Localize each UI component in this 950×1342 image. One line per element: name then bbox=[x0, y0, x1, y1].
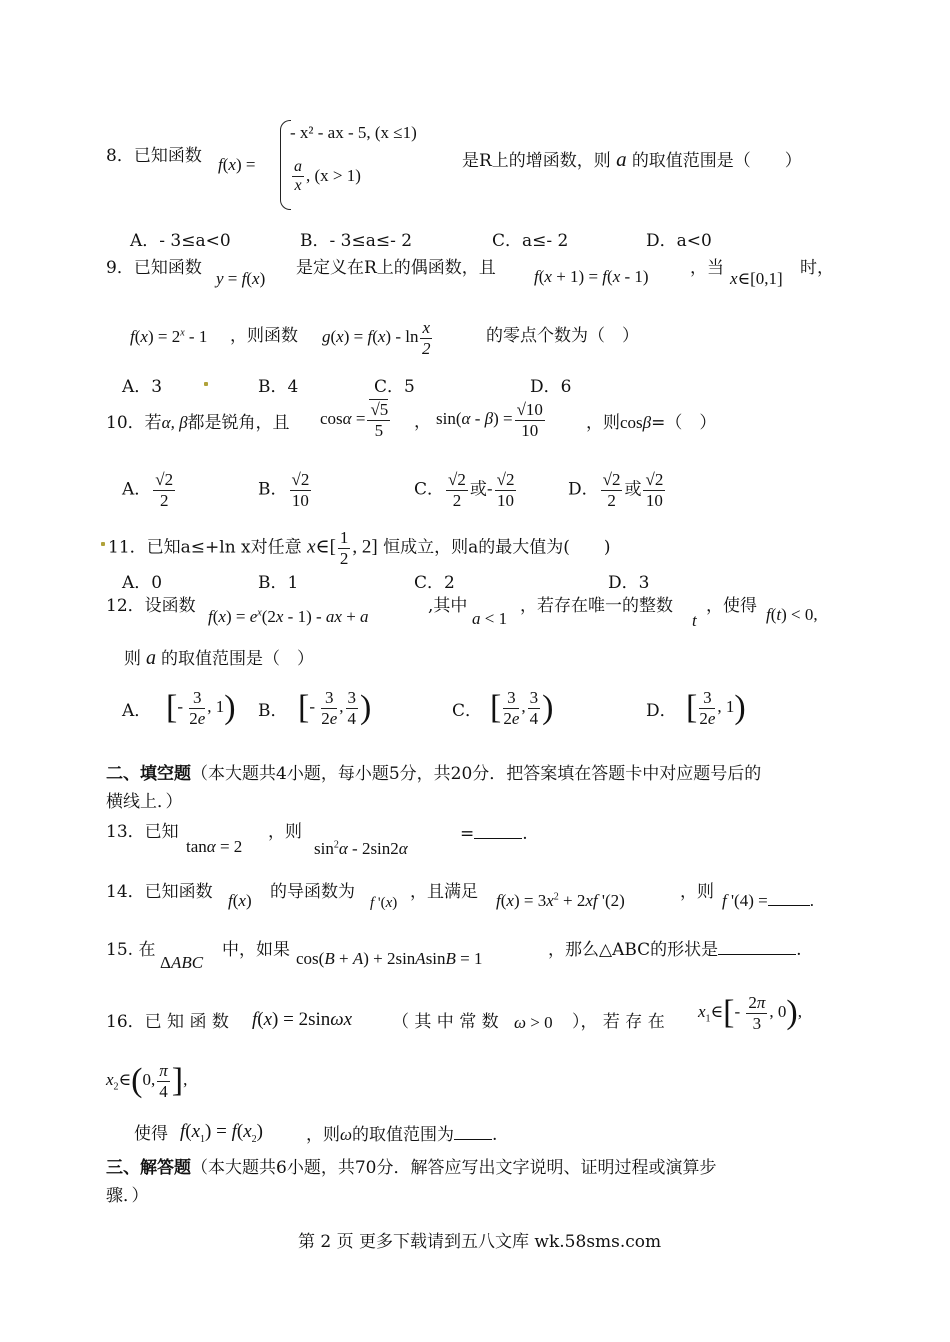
q10-text3: ， bbox=[414, 412, 431, 432]
q14-equation: $f(x) = 3x^2 + 2xf$ '(2) bbox=[496, 891, 625, 910]
q9-yfx: y = f(x) bbox=[216, 269, 266, 288]
q16-equality: $f(x_1) = f(x_2)$ bbox=[180, 1121, 263, 1145]
q10-option-c: C． $\frac{√2}{2}$ 或- $\frac{√2}{10}$ bbox=[414, 470, 515, 510]
section2-heading: 二、填空题（本大题共4小题，每小题5分，共20分．把答案填在答题卡中对应题号后的 bbox=[106, 764, 762, 784]
q10-stem: 10．若α, β都是锐角，且 bbox=[106, 413, 290, 433]
q12-text2: ,其中 bbox=[428, 596, 468, 616]
q12-option-d-expr: [ $\frac{3}{2e}$ , 1) bbox=[686, 688, 746, 728]
q9-option-b: B．4 bbox=[258, 377, 299, 397]
q13-answer: = . bbox=[460, 824, 528, 844]
q13-text2: ，则 bbox=[268, 822, 302, 842]
q11-option-b: B．1 bbox=[258, 573, 299, 593]
q16-x1-range: $x_1\in[-$ $\frac{2\pi}{3}$ , 0), bbox=[698, 993, 802, 1033]
q16-answer: ，则ω的取值范围为 . bbox=[306, 1125, 498, 1145]
q14-answer: f '(4) = . bbox=[722, 891, 814, 910]
q12-cond: a < 1 bbox=[472, 609, 508, 628]
q15-equation: cos(B + A) + 2sinAsinB = 1 bbox=[296, 949, 483, 968]
q10-option-a: A． $\frac{√2}{2}$ bbox=[122, 470, 174, 510]
q12-ft: f(t) < 0, bbox=[766, 605, 818, 624]
q9-text5: ，则函数 bbox=[230, 326, 298, 346]
q9-text2: 是定义在R上的偶函数，且 bbox=[296, 258, 496, 278]
q14-text2: 的导函数为 bbox=[270, 882, 355, 902]
q13-stem: 13．已知 bbox=[106, 822, 179, 842]
q14-fprime: f '(x) bbox=[370, 895, 398, 911]
q12-text3: ，若存在唯一的整数 bbox=[520, 596, 673, 616]
q11-stem: 11．已知a≤+ln x对任意 x∈[ $\frac{1}{2}$ , 2] 恒成立，则a的最大值为( ) bbox=[108, 528, 611, 568]
q16-fx: f(x) = 2sinωx bbox=[252, 1009, 353, 1030]
q16-text2: （ 其 中 常 数 bbox=[392, 1012, 499, 1032]
q10-option-d: D． $\frac{√2}{2}$ 或 $\frac{√2}{10}$ bbox=[568, 470, 664, 510]
q8-fx: f(x) = bbox=[218, 155, 256, 174]
q16-omega-cond: ω > 0 bbox=[514, 1013, 553, 1032]
q12-stem-line2: 则 a 的取值范围是（ ） bbox=[124, 647, 314, 669]
q8-option-b: B．- 3≤a≤- 2 bbox=[300, 231, 413, 251]
q12-option-c-expr: [ $\frac{3}{2e}$ , $\frac{3}{4}$ ) bbox=[490, 688, 554, 728]
q9-text6: 的零点个数为（ ） bbox=[486, 326, 639, 346]
q12-stem-line1: 12．设函数 bbox=[106, 596, 196, 616]
q9-fx-def: $f(x) = 2^x - 1$ bbox=[130, 327, 208, 346]
q16-x2-range: $x_2\in(0$, $\frac{\pi}{4}$ ], bbox=[106, 1061, 188, 1101]
q9-interval: x∈[0,1] bbox=[730, 269, 783, 288]
section2-heading-cont: 横线上．） bbox=[106, 792, 183, 812]
q10-cos-alpha: cosα = $\frac{√5}{5}$ bbox=[320, 400, 389, 440]
q16-text3: ）， 若 存 在 bbox=[572, 1012, 665, 1032]
q10-sin-diff: sin(α - β) = $\frac{√10}{10}$ bbox=[436, 400, 543, 440]
q14-text4: ，则 bbox=[680, 882, 714, 902]
q13-tan: tanα = 2 bbox=[186, 837, 243, 856]
q14-text3: ，且满足 bbox=[410, 882, 478, 902]
q15-stem: 15. 在 bbox=[106, 940, 156, 960]
q12-option-c: C． bbox=[452, 701, 483, 721]
q15-text1: 中，如果 bbox=[222, 940, 290, 960]
page-footer: 第 2 页 更多下载请到五八文库 wk.58sms.com bbox=[298, 1232, 662, 1252]
q9-option-c: C．5 bbox=[374, 377, 415, 397]
q9-text4: 时， bbox=[800, 258, 834, 278]
q8-stem-end: 是R上的增函数，则 a 的取值范围是（ ） bbox=[462, 147, 802, 171]
q11-option-a: A．0 bbox=[122, 573, 163, 593]
q13-expr: $\sin^2\alpha - 2\sin 2\alpha$ bbox=[314, 839, 408, 858]
q12-fx: $f(x) = e^x(2x - 1)$ - ax + a bbox=[208, 607, 369, 626]
q14-fx: f(x) bbox=[228, 891, 252, 910]
q12-option-d: D． bbox=[646, 701, 677, 721]
q15-text2: ，那么△ABC的形状是 . bbox=[548, 940, 802, 960]
q8-option-c: C．a≤- 2 bbox=[492, 231, 569, 251]
q9-option-d: D．6 bbox=[530, 377, 572, 397]
stray-mark bbox=[101, 542, 105, 546]
q12-text4: ，使得 bbox=[706, 596, 757, 616]
q12-option-a-expr: [- $\frac{3}{2e}$ , 1) bbox=[166, 688, 236, 728]
q8-option-a: A．- 3≤a<0 bbox=[130, 231, 231, 251]
q12-option-b-expr: [- $\frac{3}{2e}$ , $\frac{3}{4}$ ) bbox=[298, 688, 372, 728]
q9-text3: ，当 bbox=[690, 258, 724, 278]
q14-stem: 14．已知函数 bbox=[106, 882, 213, 902]
q12-option-b: B． bbox=[258, 701, 288, 721]
q12-option-a: A． bbox=[122, 701, 152, 721]
q10-option-b: B． $\frac{√2}{10}$ bbox=[258, 470, 310, 510]
q15-triangle: ΔABC bbox=[160, 953, 204, 972]
q9-symmetry: f(x + 1) = f(x - 1) bbox=[534, 267, 649, 286]
q11-option-d: D．3 bbox=[608, 573, 650, 593]
q8-option-d: D．a<0 bbox=[646, 231, 712, 251]
section3-heading: 三、解答题（本大题共6小题，共70分．解答应写出文字说明、证明过程或演算步 bbox=[106, 1158, 717, 1178]
q16-stem-line1: 16．已 知 函 数 bbox=[106, 1012, 229, 1032]
stray-mark bbox=[204, 382, 208, 386]
q9-option-a: A．3 bbox=[122, 377, 163, 397]
q8-case1: - x² - ax - 5, (x ≤1) bbox=[290, 123, 417, 142]
q16-stem-line3: 使得 bbox=[134, 1124, 168, 1144]
q12-t: t bbox=[692, 611, 697, 630]
q8-number: 8．已知函数 bbox=[106, 146, 202, 166]
section3-heading-cont: 骤．） bbox=[106, 1186, 149, 1206]
q8-case2: $\frac{a}{x}$ , (x > 1) bbox=[294, 158, 361, 195]
q10-text4: ，则cosβ=（ ） bbox=[586, 413, 717, 433]
q9-stem-line1: 9．已知函数 bbox=[106, 258, 202, 278]
q9-gx: g(x) = f(x) - ln $\frac{x}{2}$ bbox=[322, 318, 431, 358]
q11-option-c: C．2 bbox=[414, 573, 455, 593]
